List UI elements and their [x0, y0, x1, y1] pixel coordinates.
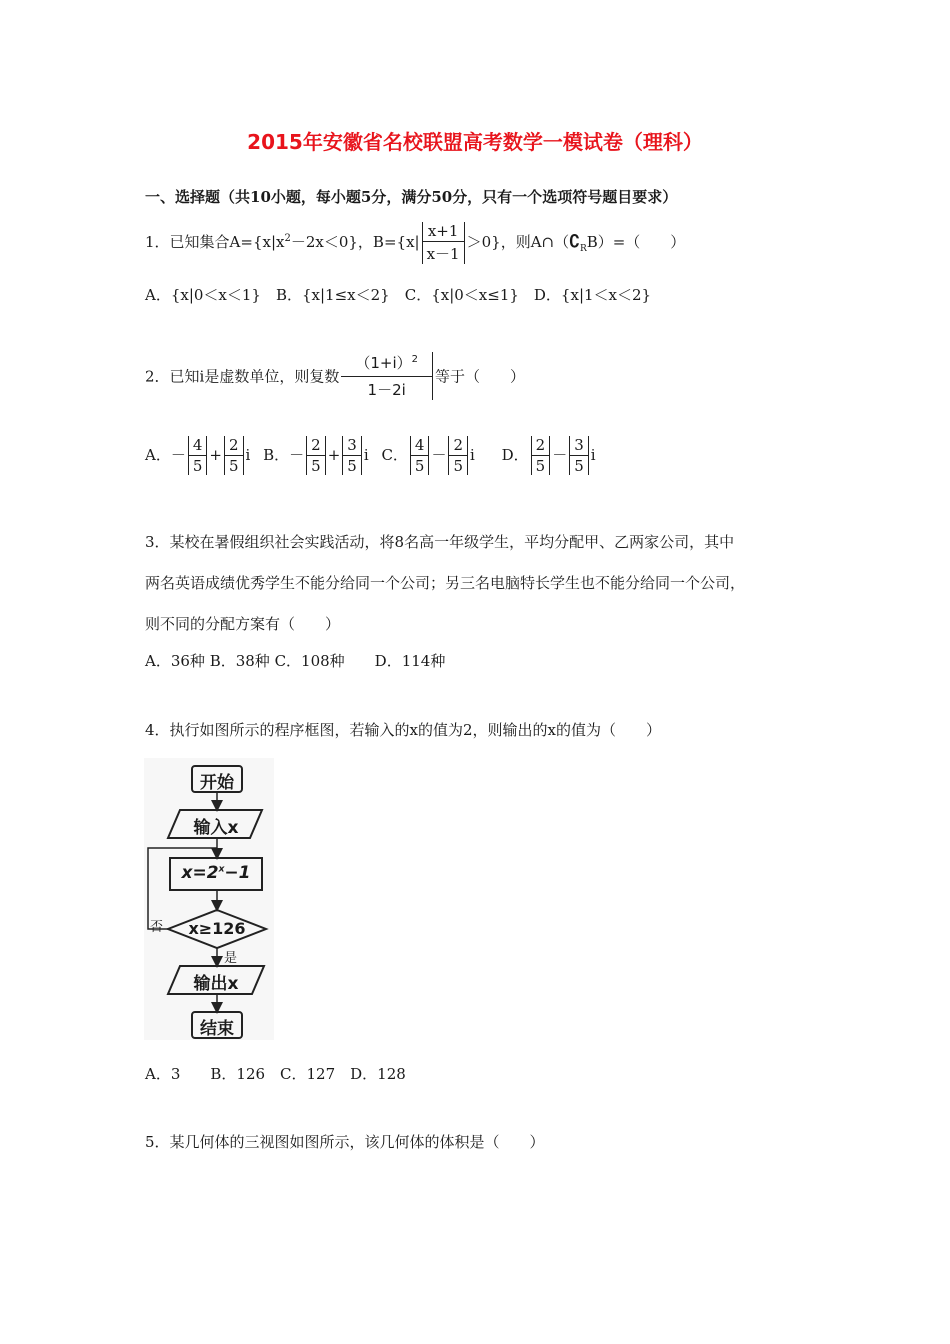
- q1-sup: 2: [284, 233, 291, 244]
- option-label: C．: [381, 445, 408, 464]
- q1-after: ＞0}，则A∩（: [466, 233, 570, 251]
- q2-suffix: 等于（ ）: [435, 367, 526, 386]
- option-unit: i: [245, 445, 251, 464]
- q2-fraction: [341, 352, 433, 400]
- option-sign: －: [431, 445, 447, 464]
- option-sign: －: [289, 445, 305, 464]
- frac-num: 2: [225, 436, 243, 456]
- q2-option-c: [381, 436, 479, 475]
- flowchart-condition: x≥126: [188, 919, 246, 938]
- flowchart-end: 结束: [200, 1019, 234, 1039]
- frac-num: 2: [449, 436, 467, 456]
- option-fraction: [306, 436, 326, 475]
- q5-text: 5．某几何体的三视图如图所示，该几何体的体积是（ ）: [145, 1133, 545, 1151]
- q1-frac-den: x－1: [426, 245, 460, 263]
- flowchart-no-label: 否: [150, 920, 164, 935]
- option-fraction: [448, 436, 468, 475]
- option-sign: +: [327, 445, 341, 464]
- q2-prefix: 2．已知i是虚数单位，则复数: [145, 367, 340, 386]
- frac-num: 2: [532, 436, 550, 456]
- assign-sup: x: [218, 864, 225, 875]
- complement-symbol: ∁: [569, 232, 580, 252]
- option-unit: i: [590, 445, 596, 464]
- q1-options: A．{x|0＜x＜1} B．{x|1≤x＜2} C．{x|0＜x≤1} D．{x|1＜x＜2}: [145, 286, 652, 304]
- option-fraction: [569, 436, 589, 475]
- frac-den: 5: [311, 457, 321, 475]
- q1-prefix: 1．已知集合A={x|x: [145, 233, 285, 251]
- frac-num: 3: [570, 436, 588, 456]
- q1-suffix: B）=（ ）: [586, 233, 686, 251]
- option-fraction: [224, 436, 244, 475]
- flowchart-yes-label: 是: [224, 951, 238, 966]
- frac-den: 5: [192, 457, 203, 475]
- option-fraction: [342, 436, 362, 475]
- option-fraction: [188, 436, 208, 475]
- q2-frac-num: （1+i）: [355, 354, 412, 372]
- q3-line-2: 两名英语成绩优秀学生不能分给同一个公司；另三名电脑特长学生也不能分给同一个公司，: [145, 574, 746, 592]
- option-fraction: [531, 436, 551, 475]
- question-2: [145, 352, 525, 400]
- frac-den: 5: [228, 457, 239, 475]
- q1-frac-num: x+1: [423, 222, 464, 242]
- frac-num: 2: [307, 436, 325, 456]
- frac-den: 5: [535, 457, 546, 475]
- flowchart: [144, 758, 274, 1040]
- q1-fraction: [422, 222, 465, 264]
- flowchart-output: 输出x: [193, 974, 239, 994]
- frac-den: 5: [453, 457, 464, 475]
- q1-mid: －2x＜0}，B={x|: [290, 233, 420, 251]
- option-unit: i: [363, 445, 369, 464]
- q2-num-sup: 2: [411, 354, 418, 365]
- flowchart-assign: [170, 863, 262, 883]
- q3-line-3: 则不同的分配方案有（ ）: [145, 615, 341, 633]
- question-1: [145, 222, 685, 264]
- option-label: D．: [501, 445, 529, 464]
- flowchart-start: 开始: [200, 773, 234, 793]
- option-sign: +: [209, 445, 222, 464]
- frac-num: 3: [343, 436, 361, 456]
- frac-num: 4: [411, 436, 429, 456]
- q4-text: 4．执行如图所示的程序框图，若输入的x的值为2，则输出的x的值为（ ）: [145, 721, 662, 739]
- flowchart-input: 输入x: [193, 818, 239, 838]
- option-fraction: [410, 436, 430, 475]
- q2-options: [145, 436, 596, 475]
- assign-tail: −1: [224, 863, 251, 883]
- q2-option-b: [263, 436, 373, 475]
- option-sign: －: [170, 445, 186, 464]
- q3-options: A．36种 B．38种 C．108种 D．114种: [145, 652, 446, 670]
- frac-den: 5: [414, 457, 425, 475]
- assign-expr: x=2: [181, 863, 219, 883]
- q1-sub: R: [579, 244, 587, 254]
- option-label: A．: [145, 445, 171, 464]
- q4-options: A．3 B．126 C．127 D．128: [145, 1065, 406, 1083]
- page-title: 2015年安徽省名校联盟高考数学一模试卷（理科）: [247, 130, 703, 154]
- section-heading: 一、选择题（共10小题，每小题5分，满分50分，只有一个选项符号题目要求）: [145, 188, 678, 206]
- q2-option-a: [145, 436, 255, 475]
- q2-option-d: [501, 436, 596, 475]
- frac-den: 5: [347, 457, 357, 475]
- q3-line-1: 3．某校在暑假组织社会实践活动，将8名高一年级学生，平均分配甲、乙两家公司，其中: [145, 533, 735, 551]
- option-label: B．: [263, 445, 290, 464]
- frac-num: 4: [189, 436, 207, 456]
- option-sign: －: [552, 445, 568, 464]
- frac-den: 5: [574, 457, 584, 475]
- q2-frac-den: 1－2i: [367, 381, 406, 399]
- flowchart-lines: [144, 758, 274, 1040]
- option-unit: i: [470, 445, 475, 464]
